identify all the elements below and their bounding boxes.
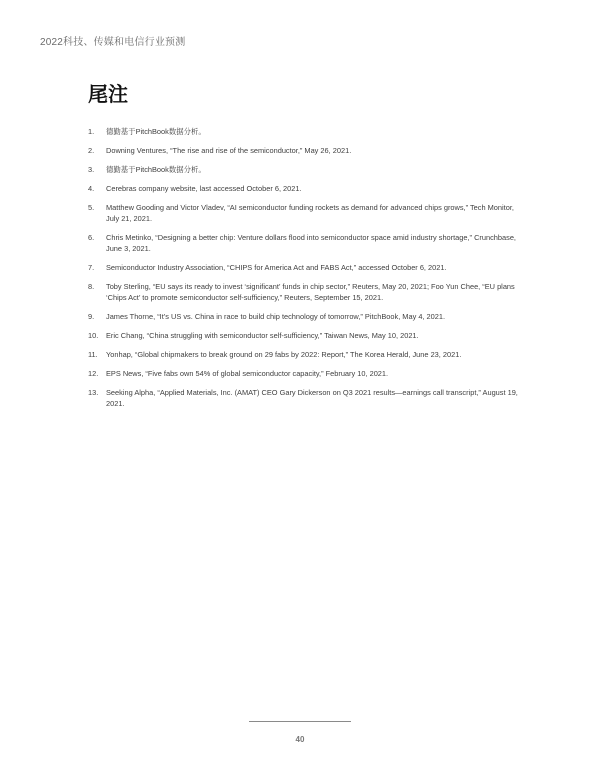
endnote-number: 5. bbox=[88, 203, 95, 212]
endnote-item bbox=[88, 164, 518, 175]
endnote-item bbox=[88, 349, 518, 360]
endnote-item bbox=[88, 232, 518, 254]
endnote-item bbox=[88, 126, 518, 137]
endnote-item bbox=[88, 183, 518, 194]
endnote-item bbox=[88, 145, 518, 156]
section-title: 尾注 bbox=[88, 84, 128, 106]
endnote-number: 4. bbox=[88, 184, 95, 193]
endnote-text: Chris Metinko, “Designing a better chip: Venture dollars flood into semiconductor space amid industry shortage,” Crunchbase, June 3, 2021. bbox=[106, 233, 516, 253]
endnote-text: Seeking Alpha, “Applied Materials, Inc. (AMAT) CEO Gary Dickerson on Q3 2021 results—earnings call transcript,” August 19, 2021. bbox=[106, 388, 518, 408]
endnote-text: Semiconductor Industry Association, “CHIPS for America Act and FABS Act,” accessed October 6, 2021. bbox=[106, 263, 447, 272]
footer-divider bbox=[249, 721, 351, 722]
endnote-number: 10. bbox=[88, 331, 99, 340]
endnote-item bbox=[88, 330, 518, 341]
endnote-text: Eric Chang, “China struggling with semiconductor self-sufficiency,” Taiwan News, May 10, 2021. bbox=[106, 331, 419, 340]
endnote-text: Downing Ventures, “The rise and rise of the semiconductor,” May 26, 2021. bbox=[106, 146, 352, 155]
endnote-text: James Thorne, “It’s US vs. China in race to build chip technology of tomorrow,” PitchBook, May 4, 2021. bbox=[106, 312, 446, 321]
running-header: 2022科技、传媒和电信行业预测 bbox=[40, 37, 186, 48]
endnote-number: 1. bbox=[88, 127, 95, 136]
endnote-text: Toby Sterling, “EU says its ready to invest ‘significant’ funds in chip sector,” Reuters, May 20, 2021; Foo Yun Chee, “EU plans ‘Chips Act’ to promote semiconductor self-sufficiency,” Reuters, September 15, 2021. bbox=[106, 282, 515, 302]
endnote-number: 7. bbox=[88, 263, 95, 272]
page-number: 40 bbox=[295, 735, 305, 744]
endnote-number: 12. bbox=[88, 369, 99, 378]
endnote-text: EPS News, “Five fabs own 54% of global semiconductor capacity,” February 10, 2021. bbox=[106, 369, 389, 378]
endnote-item bbox=[88, 262, 518, 273]
endnote-number: 8. bbox=[88, 282, 95, 291]
endnote-text: 德勤基于PitchBook数据分析。 bbox=[106, 165, 206, 174]
endnote-text: 德勤基于PitchBook数据分析。 bbox=[106, 127, 206, 136]
endnote-number: 6. bbox=[88, 233, 95, 242]
endnote-text: Matthew Gooding and Victor Vladev, “AI semiconductor funding rockets as demand for advanced chips grows,” Tech Monitor, July 21, 2021. bbox=[106, 203, 514, 223]
endnote-number: 13. bbox=[88, 388, 99, 397]
endnote-number: 11. bbox=[88, 350, 98, 359]
endnote-number: 2. bbox=[88, 146, 95, 155]
endnote-item bbox=[88, 281, 518, 303]
endnote-item bbox=[88, 387, 518, 409]
endnote-number: 3. bbox=[88, 165, 95, 174]
endnote-number: 9. bbox=[88, 312, 95, 321]
endnote-text: Cerebras company website, last accessed October 6, 2021. bbox=[106, 184, 302, 193]
endnote-item bbox=[88, 311, 518, 322]
endnotes-list bbox=[88, 126, 518, 417]
endnote-item bbox=[88, 368, 518, 379]
endnote-item bbox=[88, 202, 518, 224]
endnote-text: Yonhap, “Global chipmakers to break ground on 29 fabs by 2022: Report,” The Korea Herald, June 23, 2021. bbox=[106, 350, 462, 359]
